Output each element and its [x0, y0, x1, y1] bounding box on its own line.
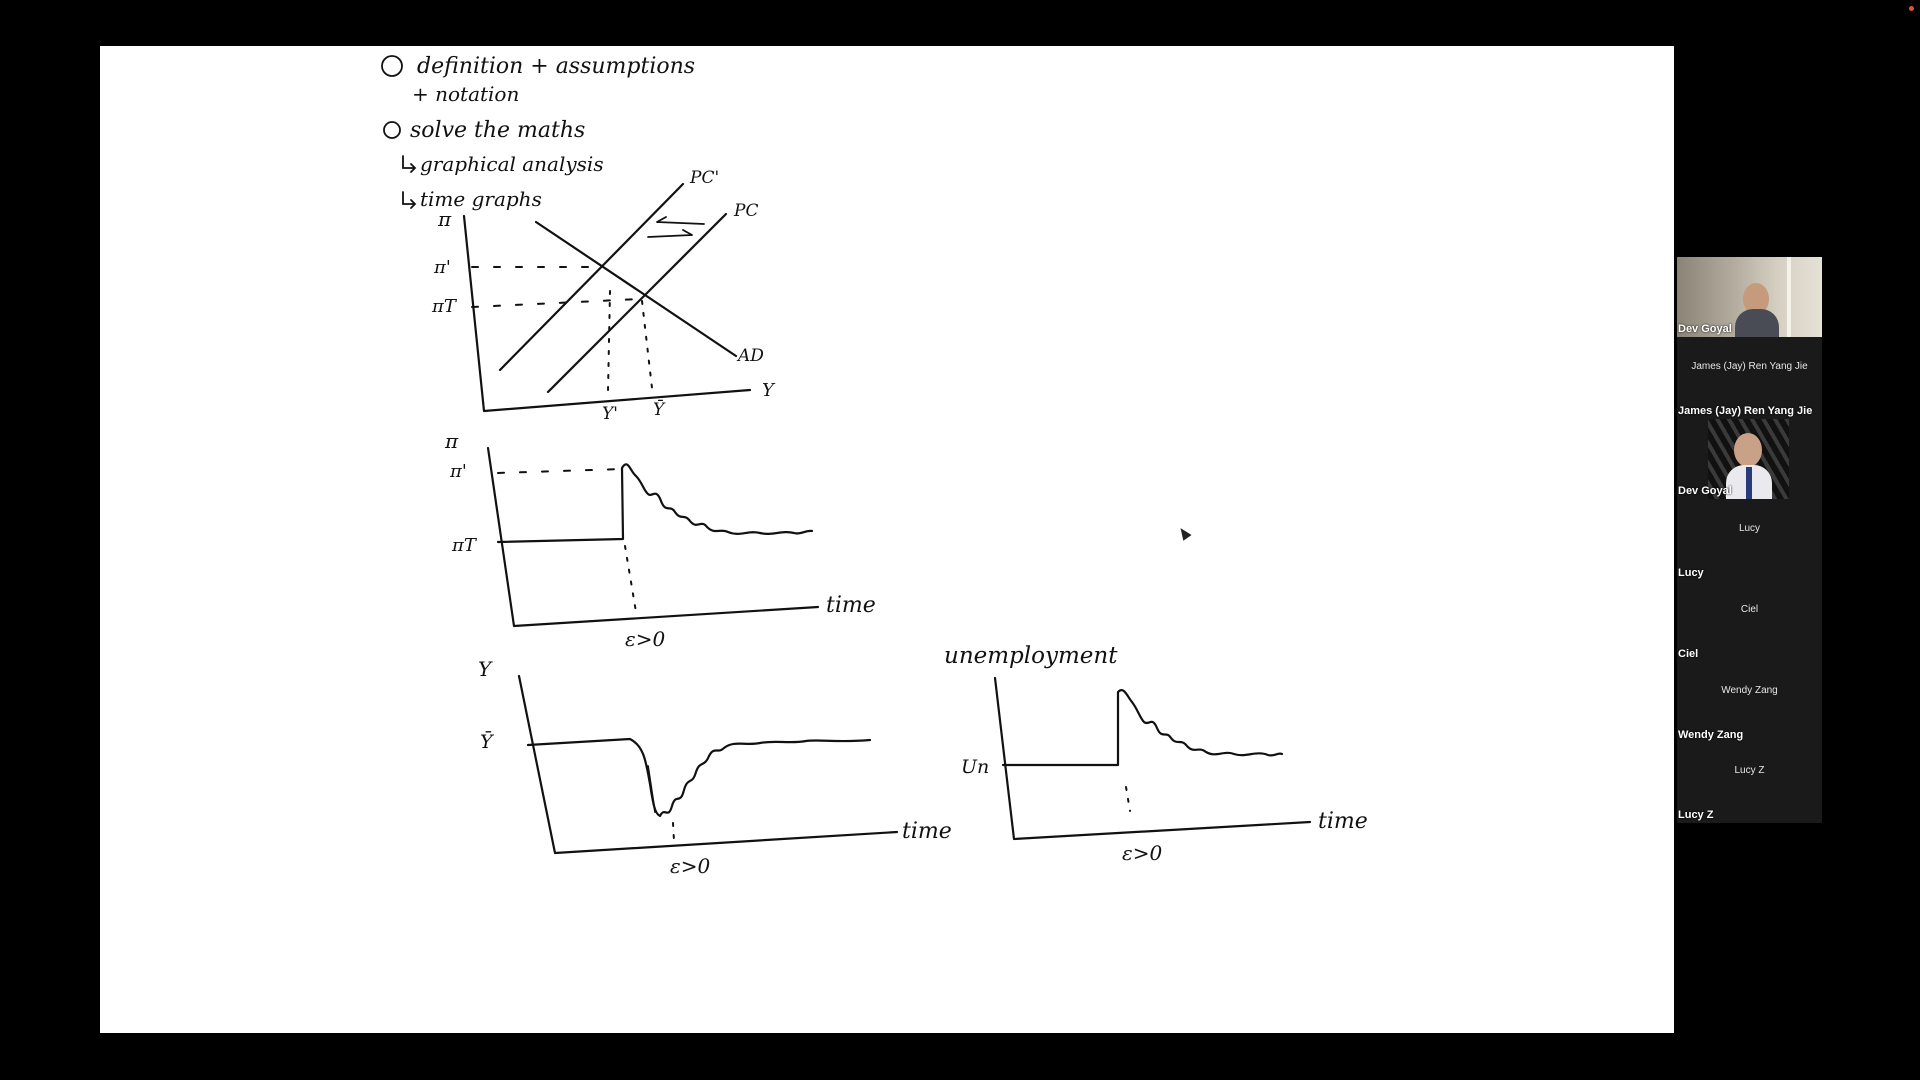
graph3-dip-stroke: [648, 766, 655, 812]
graph1-shift-arrow-left: [657, 217, 704, 224]
graph1-ad-curve: [536, 222, 736, 356]
graph1-pc-curve: [548, 214, 726, 392]
graph1-y-prime-tick: Y': [602, 404, 618, 424]
participant-name-tag: Wendy Zang: [1678, 729, 1744, 741]
participant-name-tag: James (Jay) Ren Yang Jie: [1678, 405, 1813, 417]
graph1-y-axis-label: π: [438, 207, 452, 231]
participant-tile[interactable]: [1677, 663, 1822, 743]
graph2-x-axis-label: time: [826, 593, 876, 618]
graph3-event-label: ε>0: [670, 854, 711, 878]
participant-display-name: James (Jay) Ren Yang Jie: [1691, 361, 1808, 372]
graph1-pc-prime-curve: [500, 184, 683, 370]
graph-unemployment-time: [944, 643, 1368, 865]
graph-inflation-time: [444, 429, 876, 651]
step-item-definition: definition + assumptions: [417, 54, 696, 79]
participant-display-name: Lucy: [1738, 523, 1761, 534]
graph3-axes: [519, 676, 897, 853]
arrow-bullet-1: [403, 156, 415, 172]
graph4-axes: [995, 678, 1310, 839]
graph1-shift-arrow-right: [648, 230, 692, 237]
graph3-x-axis-label: time: [902, 819, 952, 844]
graph2-y-axis-label: π: [445, 429, 459, 453]
step-item-graphical: graphical analysis: [420, 152, 604, 176]
graph1-pc-label: PC: [734, 201, 759, 221]
graph1-y-bar-guide: [642, 301, 652, 388]
arrow-bullet-2: [403, 192, 415, 208]
graph-output-time: [478, 657, 952, 878]
participant-tile[interactable]: [1677, 582, 1822, 662]
graph2-pi-prime-tick: π': [450, 461, 467, 482]
graph1-pi-t-guide: [472, 299, 640, 307]
step-item-notation: + notation: [412, 82, 520, 106]
graph2-event-label: ε>0: [625, 627, 666, 651]
participant-display-name: Lucy Z: [1734, 765, 1765, 776]
graph2-pi-t-tick: πT: [452, 535, 476, 556]
graph4-un-tick: Un: [961, 756, 990, 778]
participant-display-name: Wendy Zang: [1721, 685, 1778, 696]
graph4-event-label: ε>0: [1122, 841, 1163, 865]
tie-shape: [1746, 467, 1752, 499]
participant-name-tag: Ciel: [1678, 648, 1699, 660]
participant-tile[interactable]: [1677, 257, 1822, 337]
whiteboard-drawing: [100, 46, 1674, 1033]
graph4-x-axis-label: time: [1318, 809, 1368, 834]
recording-indicator: [1909, 6, 1914, 11]
step-2-bullet: [382, 56, 402, 76]
graph2-axes: [488, 448, 818, 626]
step-item-time-graphs: time graphs: [420, 187, 542, 211]
participant-tile[interactable]: [1677, 419, 1822, 499]
participant-display-name: Ciel: [1740, 604, 1759, 615]
graph3-y-axis-label: Y: [478, 657, 492, 681]
graph3-y-bar-tick: Ȳ: [480, 731, 493, 753]
graph2-inflation-path: [498, 464, 812, 542]
participant-name-tag: Lucy Z: [1678, 809, 1714, 821]
graph2-pi-prime-guide: [498, 469, 622, 473]
graph1-pi-prime-tick: π': [434, 257, 451, 278]
participant-name-tag: Dev Goyal: [1678, 323, 1732, 335]
graph2-shock-guide: [625, 546, 636, 612]
participant-tile[interactable]: [1677, 339, 1822, 419]
participant-tile[interactable]: [1677, 743, 1822, 823]
graph1-pc-prime-label: PC': [690, 168, 720, 188]
graph1-y-bar-tick: Ȳ: [653, 400, 665, 420]
participant-gallery[interactable]: [1677, 257, 1822, 823]
graph1-x-axis-label: Y: [762, 380, 774, 401]
graph4-unemployment-path: [1003, 690, 1282, 765]
step-3-bullet: [384, 122, 400, 138]
graph3-shock-guide: [673, 823, 674, 841]
face-shape: [1734, 433, 1762, 467]
graph1-y-prime-guide: [608, 291, 610, 391]
graph1-axes: [464, 216, 750, 411]
participant-name-tag: Dev Goyal: [1678, 485, 1732, 497]
step-item-solve: solve the maths: [410, 118, 586, 143]
participant-tile[interactable]: [1677, 501, 1822, 581]
graph3-output-path: [528, 739, 870, 816]
shared-whiteboard[interactable]: [100, 46, 1674, 1033]
graph4-y-axis-label: unemployment: [944, 643, 1118, 669]
participant-name-tag: Lucy: [1678, 567, 1704, 579]
shoulders-shape: [1735, 309, 1779, 337]
graph1-ad-label: AD: [738, 346, 764, 366]
window-frame: [1787, 257, 1791, 337]
graph4-shock-guide: [1126, 787, 1130, 811]
graph1-pi-t-tick: πT: [432, 296, 456, 317]
